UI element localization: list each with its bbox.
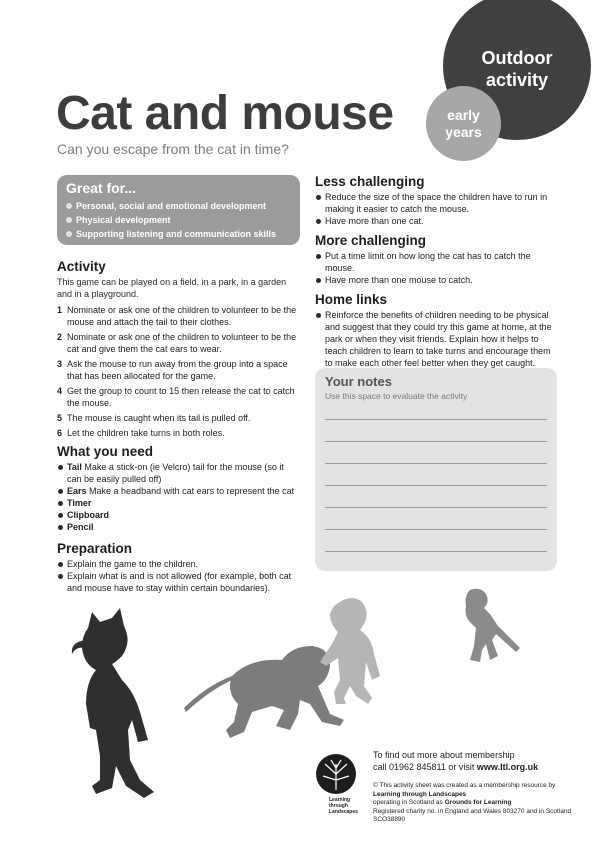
note-line (325, 529, 547, 530)
page-subtitle: Can you escape from the cat in time? (57, 141, 289, 157)
what-you-need-heading: What you need (57, 444, 154, 459)
outdoor-activity-label: Outdoor activity (481, 48, 553, 90)
preparation-item: Explain the game to the children. (57, 558, 300, 570)
great-for-item: Supporting listening and communication skills (66, 227, 276, 241)
children-silhouettes-illustration (0, 580, 600, 810)
need-item: Ears Make a headband with cat ears to represent the cat (57, 485, 300, 497)
charity-line: Registered charity no. in England and Wales 803270 and in Scotland SCO38890 (373, 807, 572, 823)
activity-step (57, 412, 300, 424)
website-link[interactable]: www.ltl.org.uk (476, 762, 539, 772)
great-for-item: Physical development (66, 213, 276, 227)
step-text: The mouse is caught when its tail is pulled off. (67, 413, 251, 423)
step-number: 2 (57, 332, 63, 342)
right-column (315, 174, 557, 369)
svg-text:through: through (329, 803, 348, 809)
cat-child-silhouette (72, 608, 154, 798)
step-text: Nominate or ask one of the children to volunteer to be the mouse and attach the tail to their clothes. (67, 305, 297, 327)
copyright-line: © This activity sheet was created as a membership resource by Learning through Landscapes (373, 782, 556, 798)
activity-intro: This game can be played on a field, in a park, in a garden and in a playground. (57, 277, 287, 299)
activity-step (57, 427, 300, 439)
great-for-item: Personal, social and emotional development (66, 199, 276, 213)
step-number: 4 (57, 386, 63, 396)
more-challenging-heading: More challenging (315, 233, 427, 248)
your-notes-hint: Use this space to evaluate the activity (325, 391, 468, 401)
small-child-silhouette (466, 589, 521, 662)
need-item: Pencil (57, 521, 300, 533)
step-text: Ask the mouse to run away from the group into a space that has been allocated for the game. (67, 359, 288, 381)
your-notes-box[interactable] (315, 368, 557, 571)
your-notes-title: Your notes (325, 374, 392, 389)
more-challenging-item: Have more than one mouse to catch. (315, 274, 557, 286)
note-line (325, 507, 547, 508)
activity-heading: Activity (57, 259, 106, 274)
note-line (325, 485, 547, 486)
step-number: 1 (57, 305, 63, 315)
note-line (325, 551, 547, 552)
early-years-label: early years (445, 106, 482, 140)
more-challenging-list (315, 250, 557, 286)
early-years-badge (426, 86, 501, 161)
copyright-notice (373, 782, 573, 825)
ltl-tree-logo (311, 752, 361, 820)
step-number: 5 (57, 413, 63, 423)
activity-section (57, 259, 300, 594)
page-title: Cat and mouse (56, 87, 394, 140)
home-links-heading: Home links (315, 292, 388, 307)
need-item: Timer (57, 497, 300, 509)
great-for-list (66, 199, 276, 241)
step-text: Get the group to count to 15 then release the cat to catch the mouse. (67, 386, 295, 408)
preparation-item: Explain what is and is not allowed (for example, both cat and mouse have to stay within certain boundaries). (57, 570, 300, 594)
activity-step (57, 358, 300, 382)
activity-steps (57, 304, 300, 439)
svg-text:Landscapes: Landscapes (329, 809, 358, 815)
home-links-item: Reinforce the benefits of children needing to be physical and suggest that they could try this game at home, at the park or when they visit friends. Explain how it helps to teach children to learn to take turns and encourage them to make each other feel better when they get caught. (315, 309, 557, 369)
activity-step (57, 385, 300, 409)
step-number: 6 (57, 428, 63, 438)
what-you-need-list (57, 461, 300, 533)
step-text: Let the children take turns in both roles. (67, 428, 225, 438)
note-line (325, 441, 547, 442)
more-challenging-item: Put a time limit on how long the cat has to catch the mouse. (315, 250, 557, 274)
note-line (325, 419, 547, 420)
activity-step (57, 331, 300, 355)
less-challenging-item: Have more than one cat. (315, 215, 557, 227)
toddler-silhouette (320, 598, 380, 704)
less-challenging-item: Reduce the size of the space the children have to run in making it easier to catch the mouse. (315, 191, 557, 215)
home-links-list (315, 309, 557, 369)
membership-line: To find out more about membership (373, 750, 515, 760)
note-line (325, 463, 547, 464)
less-challenging-list (315, 191, 557, 227)
svg-text:Learning: Learning (329, 797, 351, 803)
membership-info (373, 749, 538, 773)
preparation-heading: Preparation (57, 541, 133, 556)
great-for-box (57, 175, 300, 245)
step-number: 3 (57, 359, 63, 369)
step-text: Nominate or ask one of the children to volunteer to be the cat and give them the cat ears to wear. (67, 332, 297, 354)
activity-step (57, 304, 300, 328)
less-challenging-heading: Less challenging (315, 174, 425, 189)
great-for-title: Great for... (66, 180, 137, 196)
contact-line: call 01962 845811 or visit www.ltl.org.uk (373, 762, 539, 772)
need-item: Clipboard (57, 509, 300, 521)
crawling-child-silhouette (184, 646, 344, 738)
scotland-line: operating in Scotland as Grounds for Learning (373, 799, 512, 806)
need-item: Tail Make a stick-on (ie Velcro) tail for the mouse (so it can be easily pulled off) (57, 461, 300, 485)
